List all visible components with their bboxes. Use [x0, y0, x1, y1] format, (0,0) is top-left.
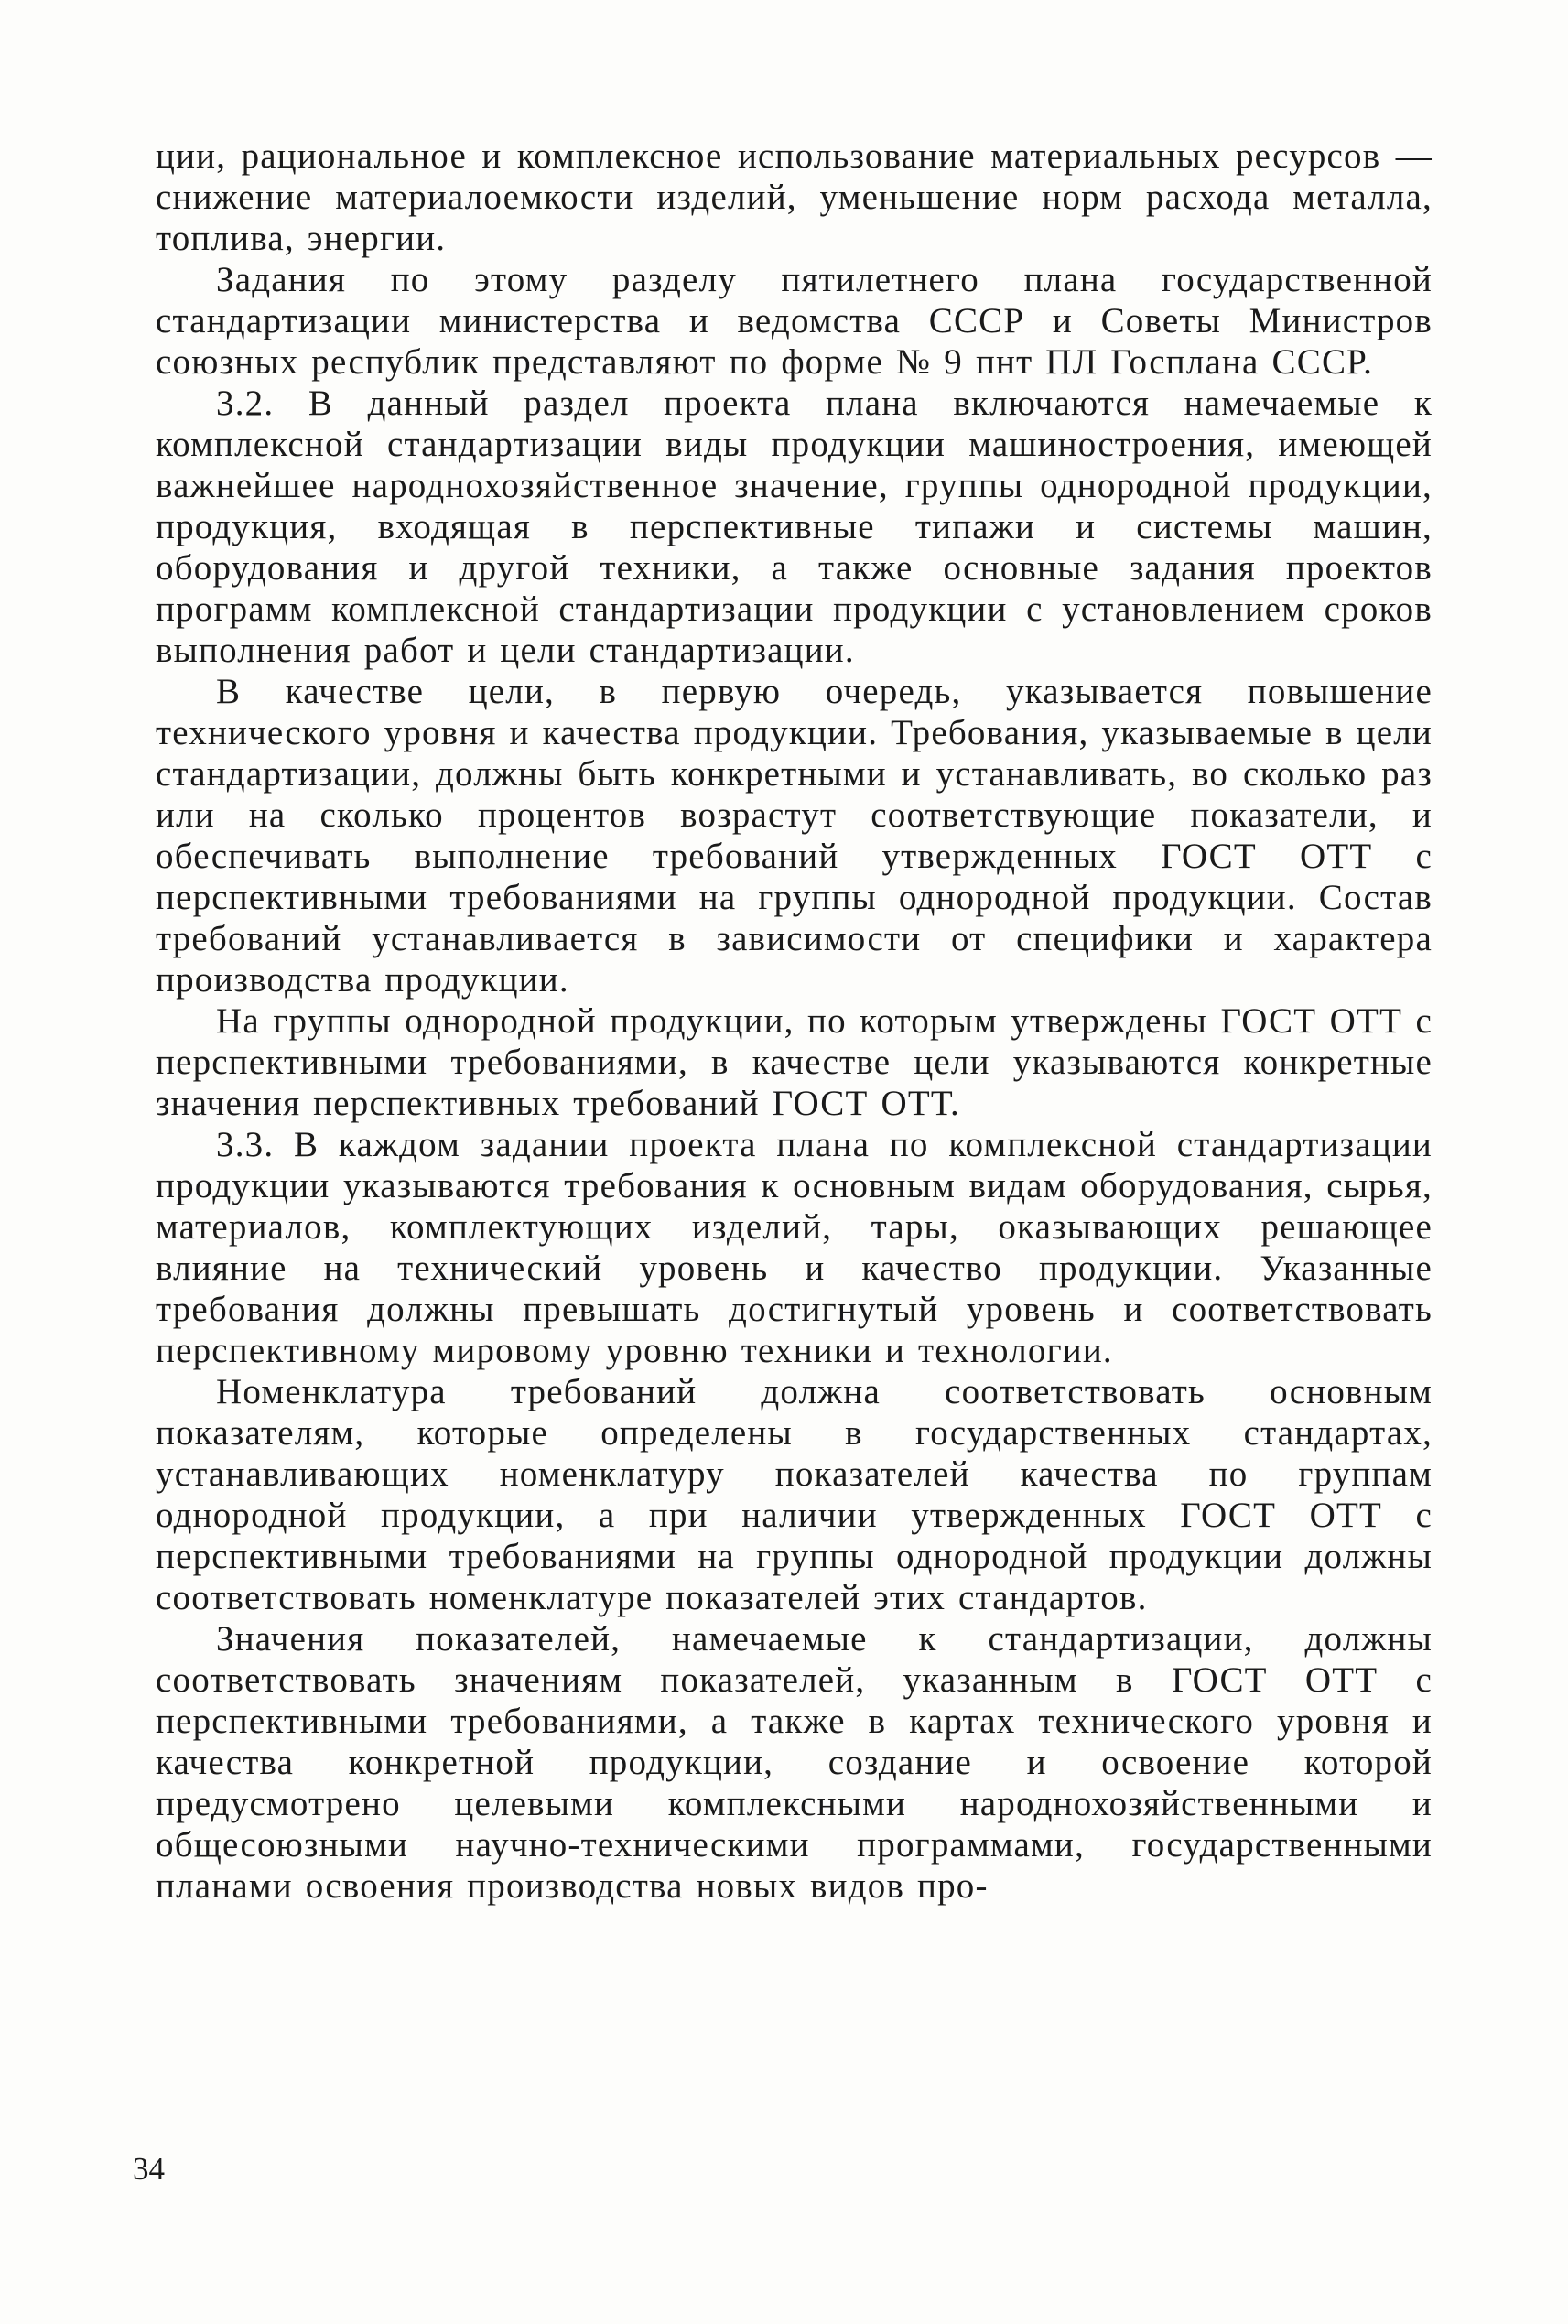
- paragraph-section-3-3: 3.3. В каждом задании проекта плана по комплексной стандартизации продукции указываются требования к основным видам оборудования, сырья, материалов, комплектующих изделий, тары, оказывающих решающее влияние на технический уровень и качество продукции. Указанные требования должны превышать достигнутый уровень и соответствовать перспективному мировому уровню техники и технологии.: [156, 1125, 1433, 1370]
- paragraph-section-3-2: 3.2. В данный раздел проекта плана включаются намечаемые к комплексной стандартизации виды продукции машиностроения, имеющей важнейшее народнохозяйственное значение, группы однородной продукции, продукция, входящая в перспективные типажи и системы машин, оборудования и другой техники, а также основные задания проектов программ комплексной стандартизации продукции с установлением сроков выполнения работ и цели стандартизации.: [156, 384, 1433, 670]
- paragraph-continuation: ции, рациональное и комплексное использование материальных ресурсов — снижение материалоемкости изделий, уменьшение норм расхода металла, топлива, энергии.: [156, 136, 1433, 258]
- paragraph: На группы однородной продукции, по которым утверждены ГОСТ ОТТ с перспективными требованиями, в качестве цели указываются конкретные значения перспективных требований ГОСТ ОТТ.: [156, 1001, 1433, 1123]
- paragraph: Значения показателей, намечаемые к стандартизации, должны соответствовать значениям показателей, указанным в ГОСТ ОТТ с перспективными требованиями, а также в картах технического уровня и качества конкретной продукции, создание и освоение которой предусмотрено целевыми комплексными народнохозяйственными и общесоюзными научно-техническими программами, государственными планами освоения производства новых видов про-: [156, 1619, 1433, 1906]
- page-number: 34: [133, 2151, 165, 2187]
- paragraph: Задания по этому разделу пятилетнего плана государственной стандартизации министерства и ведомства СССР и Советы Министров союзных республик представляют по форме № 9 пнт ПЛ Госплана СССР.: [156, 260, 1433, 382]
- paragraph: В качестве цели, в первую очередь, указывается повышение технического уровня и качества продукции. Требования, указываемые в цели стандартизации, должны быть конкретными и устанавливать, во сколько раз или на сколько процентов возрастут соответствующие показатели, и обеспечивать выполнение требований утвержденных ГОСТ ОТТ с перспективными требованиями на группы однородной продукции. Состав требований устанавливается в зависимости от специфики и характера производства продукции.: [156, 672, 1433, 1000]
- paragraph: Номенклатура требований должна соответствовать основным показателям, которые определены в государственных стандартах, устанавливающих номенклатуру показателей качества по группам однородной продукции, а при наличии утвержденных ГОСТ ОТТ с перспективными требованиями на группы однородной продукции должны соответствовать номенклатуре показателей этих стандартов.: [156, 1372, 1433, 1617]
- body-text: [156, 135, 1433, 1907]
